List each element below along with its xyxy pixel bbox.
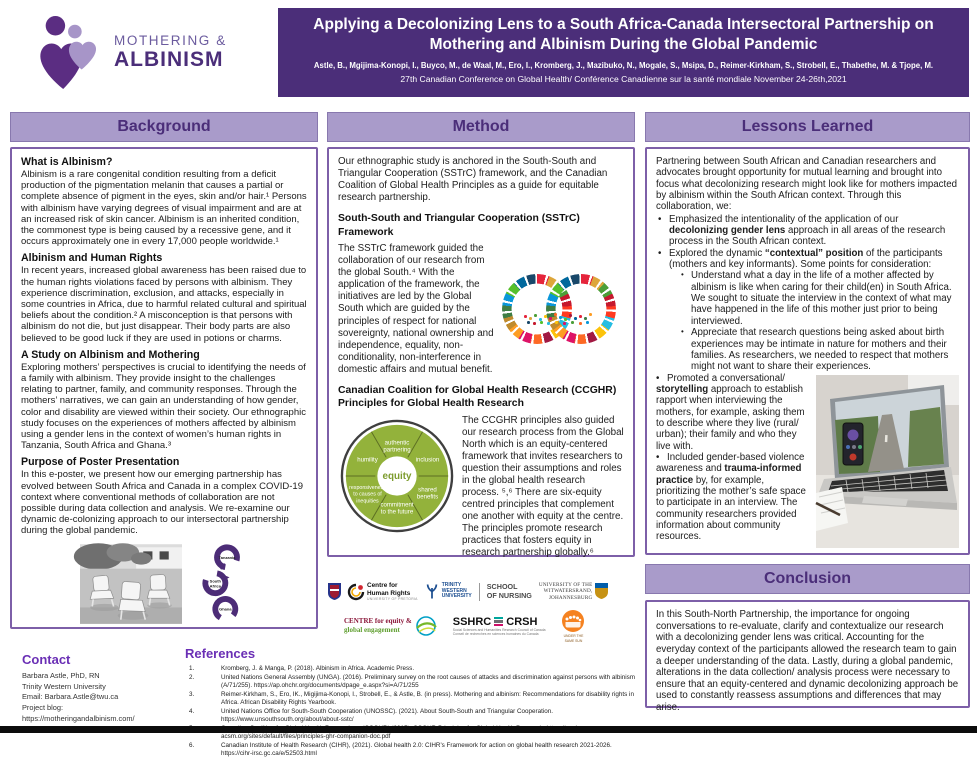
sstrc-body: The SSTrC framework guided the collaboration of our research from the global South.⁴ With the application of the framework, the initiatives are led by the Global South which are guided by the principles of respect for national sovereignty, national ownership and independence, equality, non-conditionality, non-interference in domestic affairs and mutual benefit. (338, 243, 494, 375)
svg-text:responsiveness: responsiveness (349, 484, 386, 491)
lessons-box (645, 147, 970, 555)
under-the-same-sun-logo: UNDER THE SAME SUN (561, 609, 585, 642)
mothering-albinism-logo (8, 8, 270, 97)
background-body-2: In recent years, increased global awareness has been raised due to the human rights violations faced by persons with albinism. They experience discrimination, exclusion, and attacks, especially in some countries in Africa, due to harmful related cultural and spiritual beliefs about the condition.² A misconception is that persons with albinism do not die, but just disappear. Their body parts are also believed to be good luck if they are used in potions or charms. (21, 265, 307, 344)
background-heading-4: Purpose of Poster Presentation (21, 456, 180, 469)
authors-line: Astle, B., Mgijima-Konopi, I., Buyco, M., de Waal, M., Ero, I., Kromberg, J., Mazibuko, N., Mogale, S., Msipa, D., Reimer-Kirkham, S., Strobell, E., Thabethe, M. & Tjope, M. (313, 60, 934, 70)
lessons-bullet-2: • Explored the dynamic “contextual” position of the participants (mothers and key informants). Some points for consideration: • Understand what a day in the life of a mother affected by albinism is like when caring for their child(en) in South Africa. We sought to situate the interview in the context of what may have happened in the life of this mother just prior to being interviewed. • Appreciate that research questions being asked about birth experiences may be intimate in nature for mothers and their families. As researchers, we needed to respect that mothers might not want to share their experiences. (669, 248, 959, 373)
svg-text:inclusion: inclusion (415, 456, 440, 464)
svg-text:South: South (209, 578, 222, 584)
background-heading-1: What is Albinism? (21, 156, 113, 168)
centre-for-equity-logo: CENTRE for equity & global engagement (344, 615, 437, 637)
section-header-method: Method (327, 112, 635, 142)
conclusion-body: In this South-North Partnership, the importance for ongoing conversations to re-evaluate, clarify and contextualize our research with a decolonizing gender lens was critical. Accounting for the everyday context of the participants allowed the research team to gain a deeper understanding of the data. Lastly, during a global pandemic, alterations in the data collection/ analysis process were necessary to ensure that an equity-centered and dynamic decolonizing approach be used to constantly reassess assumptions and differences that may arise. (656, 609, 959, 714)
partner-logos-row-1 (328, 578, 635, 605)
references-block (185, 646, 637, 759)
poster-title: Applying a Decolonizing Lens to a South Africa-Canada Intersectoral Partnership on Mothering and Albinism During the Global Pandemic (313, 16, 934, 54)
contact-affiliation: Trinity Western University (22, 681, 106, 691)
svg-text:commitment: commitment (380, 501, 414, 509)
svg-text:inequities: inequities (356, 498, 379, 505)
lessons-sub-bullet-1: • Understand what a day in the life of a mother affected by albinism is like when caring for their child(en) in South Africa. We sought to situate the interview in the context of what may have happened in the life of this mother just prior to being interviewed. (691, 270, 959, 327)
section-header-background: Background (10, 112, 318, 142)
sdg-confetti (524, 315, 527, 318)
sshrc-bars-icon (494, 617, 503, 627)
logo-divider (479, 583, 480, 601)
twu-logo: TRINITY WESTERN UNIVERSITY (425, 583, 472, 600)
lessons-sub-bullet-2: • Appreciate that research questions being asked about birth experiences may be intimate in nature for mothers and their families. As researchers, we needed to respect that mothers might not want to share their experiences. (691, 327, 959, 372)
contact-title: Contact (22, 652, 71, 667)
sdg-venn-image (496, 267, 624, 351)
logo-wordmark-bottom: ALBINISM (114, 47, 224, 71)
wits-shield-icon (595, 583, 608, 599)
hearts-icon (34, 14, 106, 92)
background-body-3: Exploring mothers’ perspectives is crucial to identifying the needs of a family with albinism. They provide insight to the challenges relating to partner, family, and community responses. Through the mothers’ narratives, we can gain an understanding of how gender, color and disability are viewed within their society. Our ethnographic study focuses on the experiences of mothers affected by albinism using a gender lens in the context of women’s human rights in Tanzania, South Africa and Ghana.³ (21, 361, 306, 452)
method-intro: Our ethnographic study is anchored in the South-South and Triangular Cooperation (SSTrC) framework, and the Canadian Coalition of Global Health Principles as a guide for equitable research partnership. (338, 156, 608, 204)
reference-item: Reimer-Kirkham, S., Ero, IK., Migijima-Konopi, I., Strobell, E., & Astle, B. (in press). Mothering and albinism: Recommendations for disability rights in Africa. African Disability Rights Yearbook. (221, 690, 634, 706)
partner-logos-row-2 (344, 608, 626, 644)
ccghr-body: The CCGHR principles also guided our research process from the Global North which is an equity-centered framework that invites researchers to question their assumptions and roles in the global health research process. ⁵,⁶ There are six-equity centred principles that complement one another with equity at the centre. The principles promote research practices that fosters equity in research partnership globally.⁶ (462, 414, 624, 559)
svg-text:shared: shared (418, 486, 437, 494)
svg-text:Ghana: Ghana (219, 606, 232, 612)
lessons-intro: Partnering between South African and Canadian researchers and advocates brought opportunity for mutual learning and brought into focus what decolonizing research might look like for mothers impacted by albinism within the South African context. Through this collaboration, we: (656, 156, 957, 213)
reference-item: United Nations General Assembly (UNGA). (2016). Preliminary survey on the root causes of attacks and discrimination against persons with albinism (A/71/255). https://ap.ohchr.org/documents/dpage_e.aspx?si=A/71/255 (221, 673, 636, 689)
svg-text:authentic: authentic (384, 439, 410, 447)
twu-mark-icon (425, 583, 439, 600)
sshrc-logo: SSHRC CRSH Social Sciences and Humanities Research Council of Canada Conseil de recherches en sciences humaines du Canada (452, 615, 546, 636)
svg-text:humility: humility (357, 456, 378, 464)
contact-block (22, 652, 177, 725)
reference-item: acsm.org/sites/default/files/principles-ghr-companion-doc.pdf (221, 733, 391, 740)
sdg-ring-right (546, 274, 616, 344)
reference-item: Kromberg, J. & Manga, P. (2018). Albinism in Africa. Academic Press. (221, 665, 415, 672)
references-title: References (185, 646, 256, 661)
reference-item: United Nations Office for South-South Cooperation (UNOSSC). (2021). About South-South and Triangular Cooperation. https://www.unsouthsouth.org/about/about-sstc/ (221, 707, 554, 723)
wheel-center-label: equity (382, 470, 412, 482)
conference-line: 27th Canadian Conference on Global Health/ Conférence Canadienne sur la santé mondiale November 24-26th,2021 (400, 73, 847, 84)
utss-sun-icon (561, 609, 585, 633)
centre-for-human-rights-logo: Centre for Human Rights UNIVERSITY OF PRETORIA (348, 582, 418, 600)
ccghr-heading: Canadian Coalition for Global Health Research (CCGHR) Principles for Global Health Research (338, 384, 617, 410)
background-body-1: Albinism is a rare congenital condition resulting from a deficit production of the pigmentation melanin that causes a partial or complete absence of pigment in the eyes, skin and/or hair.¹ Persons with albinism have varying degrees of visual impairment and are at an increased risk of skin cancer. Albinism is an inherited condition, the commonest type is being caused by a recessive gene, and it occurs approximately one in every 17,000 people worldwide.¹ (21, 169, 307, 248)
logo-wordmark-top: MOTHERING & (114, 33, 227, 49)
wits-logo: UNIVERSITY OF THE WITWATERSRAND, JOHANNESBURG (539, 582, 609, 601)
section-header-lessons: Lessons Learned (645, 112, 970, 142)
contact-email: Email: Barbara.Astle@twu.ca (22, 692, 119, 702)
reference-item: Canadian Institute of Health Research (CIHR), (2021). Global health 2.0: CIHR's Framework for action on global health research 2021-2026. https://cihr-irsc.gc.ca/e/52503.html (221, 741, 612, 757)
background-heading-2: Albinism and Human Rights (21, 252, 163, 265)
svg-text:to the future: to the future (380, 508, 414, 516)
sstrc-heading: South-South and Triangular Cooperation (SSTrC) Framework (338, 213, 580, 238)
background-heading-3: A Study on Albinism and Mothering (21, 348, 200, 361)
background-body-4: In this e-poster, we present how our emerging partnership has evolved between South Africa and Canada in a complex COVID-19 context where conventional methods of collaboration are not possible during data collection and analysis. We re-examine our dynamic de-colonizing approach to our intersectoral partnership during the global pandemic. (21, 469, 303, 537)
svg-text:to causes of: to causes of (353, 491, 382, 498)
svg-text:Tanzania: Tanzania (218, 554, 236, 560)
contact-name: Barbara Astle, PhD, RN (22, 671, 100, 680)
ceq-globe-icon (415, 615, 437, 637)
background-figures (21, 544, 307, 624)
svg-text:partnering: partnering (383, 446, 411, 454)
lessons-bullet-1: • Emphasized the intentionality of the application of our decolonizing gender lens approach in all areas of the research process in the South African context. (669, 214, 959, 248)
svg-text:Africa: Africa (209, 583, 222, 589)
lessons-bullet-3: • Promoted a conversational/ storytelling approach to establish rapport when interviewing the mothers, for example, asking them to describe where they live (rural/ urban); their family and who they live with. (656, 372, 805, 452)
university-of-pretoria-logo (328, 583, 341, 600)
svg-text:benefits: benefits (416, 493, 439, 501)
method-box (327, 147, 635, 557)
garden-chairs-photo (80, 544, 182, 624)
lessons-bullet-4: • Included gender-based violence awareness and trauma-informed practice by, for example, prioritizing the mother’s safe space to participate in an interview. The community researchers provided information about community resources. (656, 451, 806, 543)
chr-swirl-icon (348, 584, 364, 600)
section-header-conclusion: Conclusion (645, 564, 970, 594)
title-banner (278, 8, 969, 97)
ccghr-equity-wheel (338, 415, 456, 537)
background-box (10, 147, 318, 629)
contact-blog-url: Project blog: https://motheringandalbinism.com/ (22, 703, 135, 723)
poster-bottom-edge (0, 726, 977, 733)
country-cycle-diagram (196, 544, 248, 624)
school-of-nursing-logo: SCHOOL OF NURSING (486, 582, 532, 600)
conclusion-box (645, 600, 970, 714)
